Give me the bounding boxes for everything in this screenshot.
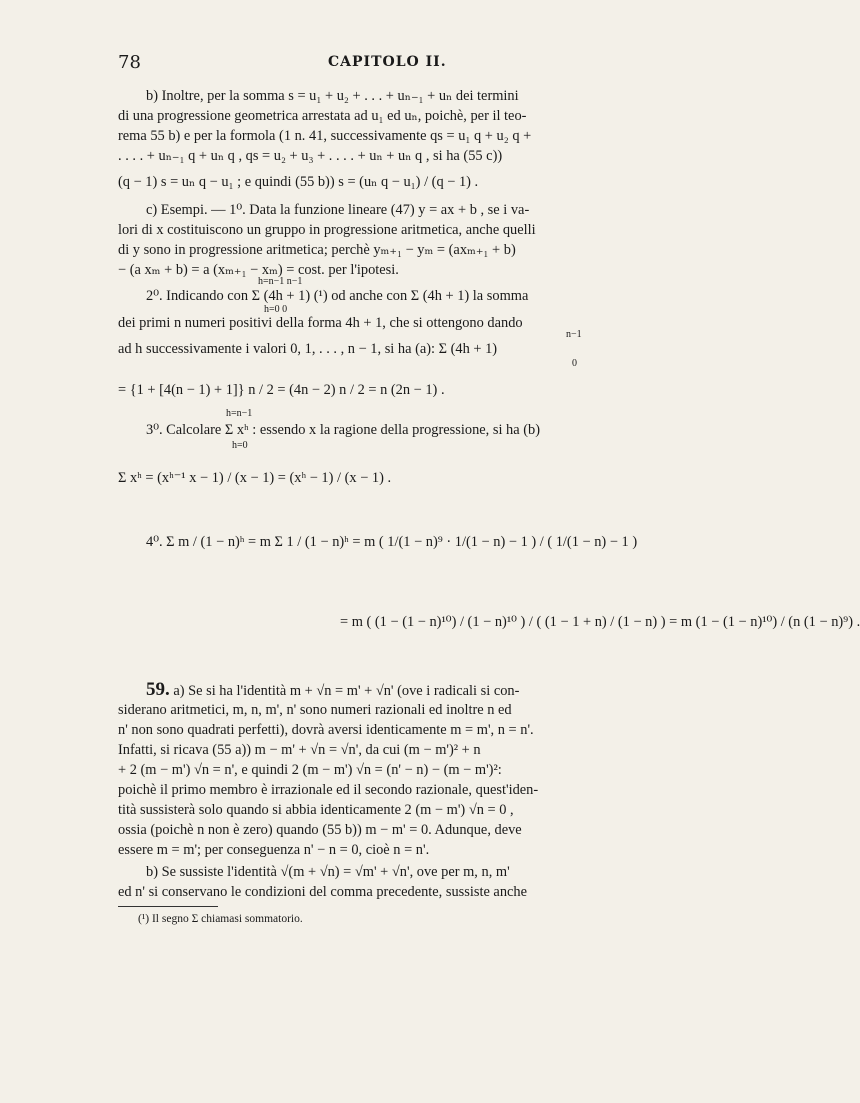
text-line: rema 55 b) e per la formola (1 n. 41, successivamente qs = u₁ q + u₂ q + bbox=[118, 128, 532, 144]
text-line: Infatti, si ricava (55 a)) m − m' + √n = √n', da cui (m − m')² + n bbox=[118, 742, 481, 758]
footnote-rule bbox=[118, 906, 218, 907]
text-line: = {1 + [4(n − 1) + 1]} n / 2 = (4n − 2) n / 2 = n (2n − 1) . bbox=[118, 382, 445, 398]
formula-index-line: h=0 0 bbox=[264, 304, 288, 315]
text-line: essere m = m'; per conseguenza n' − n = 0, cioè n = n'. bbox=[118, 842, 430, 858]
formula-index-line: 0 bbox=[572, 358, 577, 369]
text-line: dei primi n numeri positivi della forma 4h + 1, che si ottengono dando bbox=[118, 315, 523, 331]
formula-index-line: h=n−1 n−1 bbox=[258, 276, 303, 287]
text-line: n' non sono quadrati perfetti), dovrà aversi identicamente m = m', n = n'. bbox=[118, 722, 534, 738]
text-line: di una progressione geometrica arrestata ad u₁ ed uₙ, poichè, per il teo- bbox=[118, 108, 527, 124]
text-line: ed n' si conservano le condizioni del comma precedente, sussiste anche bbox=[118, 884, 527, 900]
formula-index-line: h=n−1 bbox=[226, 408, 253, 419]
text-line: poichè il primo membro è irrazionale ed il secondo razionale, quest'iden- bbox=[118, 782, 539, 798]
text-line: + 2 (m − m') √n = n', e quindi 2 (m − m') √n = (n' − n) − (m − m')²: bbox=[118, 762, 502, 778]
text-line: 2⁰. Indicando con Σ (4h + 1) (¹) od anche con Σ (4h + 1) la somma bbox=[146, 288, 529, 304]
text-line: di y sono in progressione aritmetica; perchè yₘ₊₁ − yₘ = (axₘ₊₁ + b) bbox=[118, 242, 516, 258]
text-line: . . . . + uₙ₋₁ q + uₙ q , qs = u₂ + u₃ + . . . . + uₙ + uₙ q , si ha (55 c)) bbox=[118, 148, 503, 164]
section-number: 59. bbox=[146, 679, 170, 700]
page-number: 78 bbox=[118, 52, 141, 73]
text-line: b) Inoltre, per la somma s = u₁ + u₂ + . . . + uₙ₋₁ + uₙ dei termini bbox=[146, 88, 519, 104]
text-line: − (a xₘ + b) = a (xₘ₊₁ − xₘ) = cost. per l'ipotesi. bbox=[118, 262, 399, 278]
text-line: 3⁰. Calcolare Σ xʰ : essendo x la ragione della progressione, si ha (b) bbox=[146, 422, 541, 438]
formula-index-line: n−1 bbox=[566, 329, 582, 340]
chapter-title: CAPITOLO II. bbox=[328, 54, 447, 70]
text-line: b) Se sussiste l'identità √(m + √n) = √m' + √n', ove per m, n, m' bbox=[146, 864, 510, 880]
text-line bbox=[146, 680, 628, 701]
text-line: Σ xʰ = (xʰ⁻¹ x − 1) / (x − 1) = (xʰ − 1) / (x − 1) . bbox=[118, 470, 392, 486]
section-text: a) Se si ha l'identità m + √n = m' + √n' (ove i radicali si con- bbox=[169, 683, 520, 699]
text-line: = m ( (1 − (1 − n)¹⁰) / (1 − n)¹⁰ ) / ( (1 − 1 + n) / (1 − n) ) = m (1 − (1 − n)¹⁰) / (n (1 − n)⁹) . bbox=[340, 614, 860, 630]
text-line: lori di x costituiscono un gruppo in progressione aritmetica, anche quelli bbox=[118, 222, 536, 238]
text-line: c) Esempi. — 1⁰. Data la funzione lineare (47) y = ax + b , se i va- bbox=[146, 202, 530, 218]
formula-index-line: h=0 bbox=[232, 440, 248, 451]
text-line: 4⁰. Σ m / (1 − n)ʰ = m Σ 1 / (1 − n)ʰ = m ( 1/(1 − n)⁹ · 1/(1 − n) − 1 ) / ( 1/(1 − n) − 1 ) bbox=[146, 534, 638, 550]
text-line: tità sussisterà solo quando si abbia identicamente 2 (m − m') √n = 0 , bbox=[118, 802, 514, 818]
text-line: ad h successivamente i valori 0, 1, . . . , n − 1, si ha (a): Σ (4h + 1) bbox=[118, 341, 498, 357]
text-line: (q − 1) s = uₙ q − u₁ ; e quindi (55 b)) s = (uₙ q − u₁) / (q − 1) . bbox=[118, 174, 479, 190]
text-line: siderano aritmetici, m, n, m', n' sono numeri razionali ed inoltre n ed bbox=[118, 702, 512, 718]
page-header bbox=[118, 52, 628, 74]
text-line: ossia (poichè n non è zero) quando (55 b)) m − m' = 0. Adunque, deve bbox=[118, 822, 522, 838]
footnote: (¹) Il segno Σ chiamasi sommatorio. bbox=[138, 913, 303, 925]
